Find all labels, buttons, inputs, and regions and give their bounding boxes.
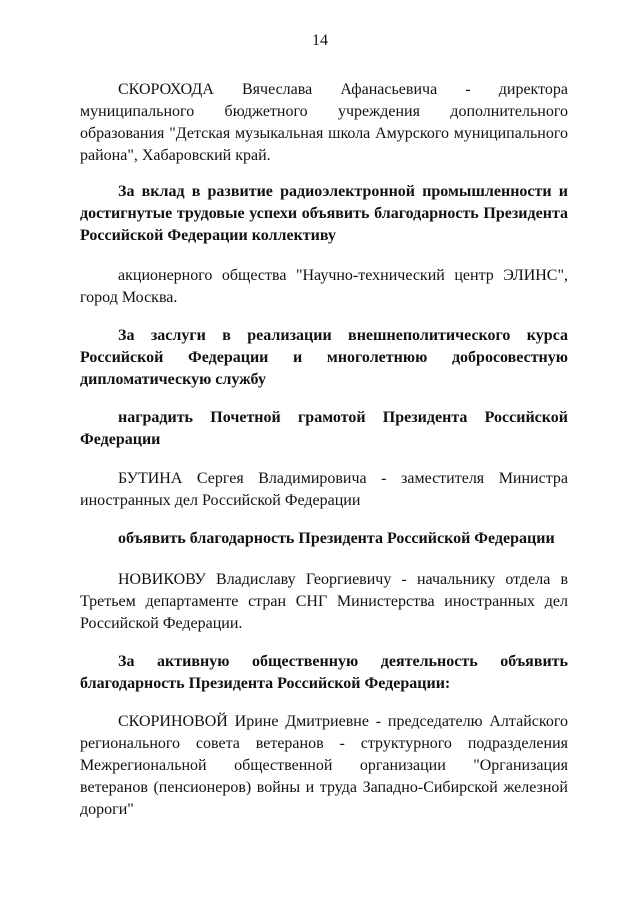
heading-public-activity: За активную общественную деятельность объявить благодарность Президента Российской Федерации: — [80, 653, 568, 692]
heading-award-gramota: наградить Почетной грамотой Президента Российской Федерации — [80, 409, 568, 448]
paragraph-skorokhod: СКОРОХОДА Вячеслава Афанасьевича - директора муниципального бюджетного учреждения дополнительного образования "Детская музыкальная школа Амурского муниципального района", Хабаровский край. — [80, 81, 568, 164]
heading-radioelectronics: За вклад в развитие радиоэлектронной промышленности и достигнутые трудовые успехи объявить благодарность Президента Российской Федерации коллективу — [80, 183, 568, 244]
heading-foreign-policy: За заслуги в реализации внешнеполитического курса Российской Федерации и многолетнюю добросовестную дипломатическую службу — [80, 327, 568, 388]
paragraph-novikova: НОВИКОВУ Владиславу Георгиевичу - начальнику отдела в Третьем департаменте стран СНГ Министерства иностранных дел Российской Федерации. — [80, 571, 568, 632]
paragraph-butin: БУТИНА Сергея Владимировича - заместителя Министра иностранных дел Российской Федерации — [80, 470, 568, 509]
heading-gratitude: объявить благодарность Президента Российской Федерации — [118, 530, 555, 547]
page-number: 14 — [312, 32, 328, 49]
paragraph-elins: акционерного общества "Научно-технический центр ЭЛИНС", город Москва. — [80, 267, 568, 306]
paragraph-skorinova: СКОРИНОВОЙ Ирине Дмитриевне - председателю Алтайского регионального совета ветеранов - структурного подразделения Межрегиональной общественной организации "Организация ветеранов (пенсионеров) войны и труда Западно-Сибирской железной дороги" — [80, 713, 568, 818]
